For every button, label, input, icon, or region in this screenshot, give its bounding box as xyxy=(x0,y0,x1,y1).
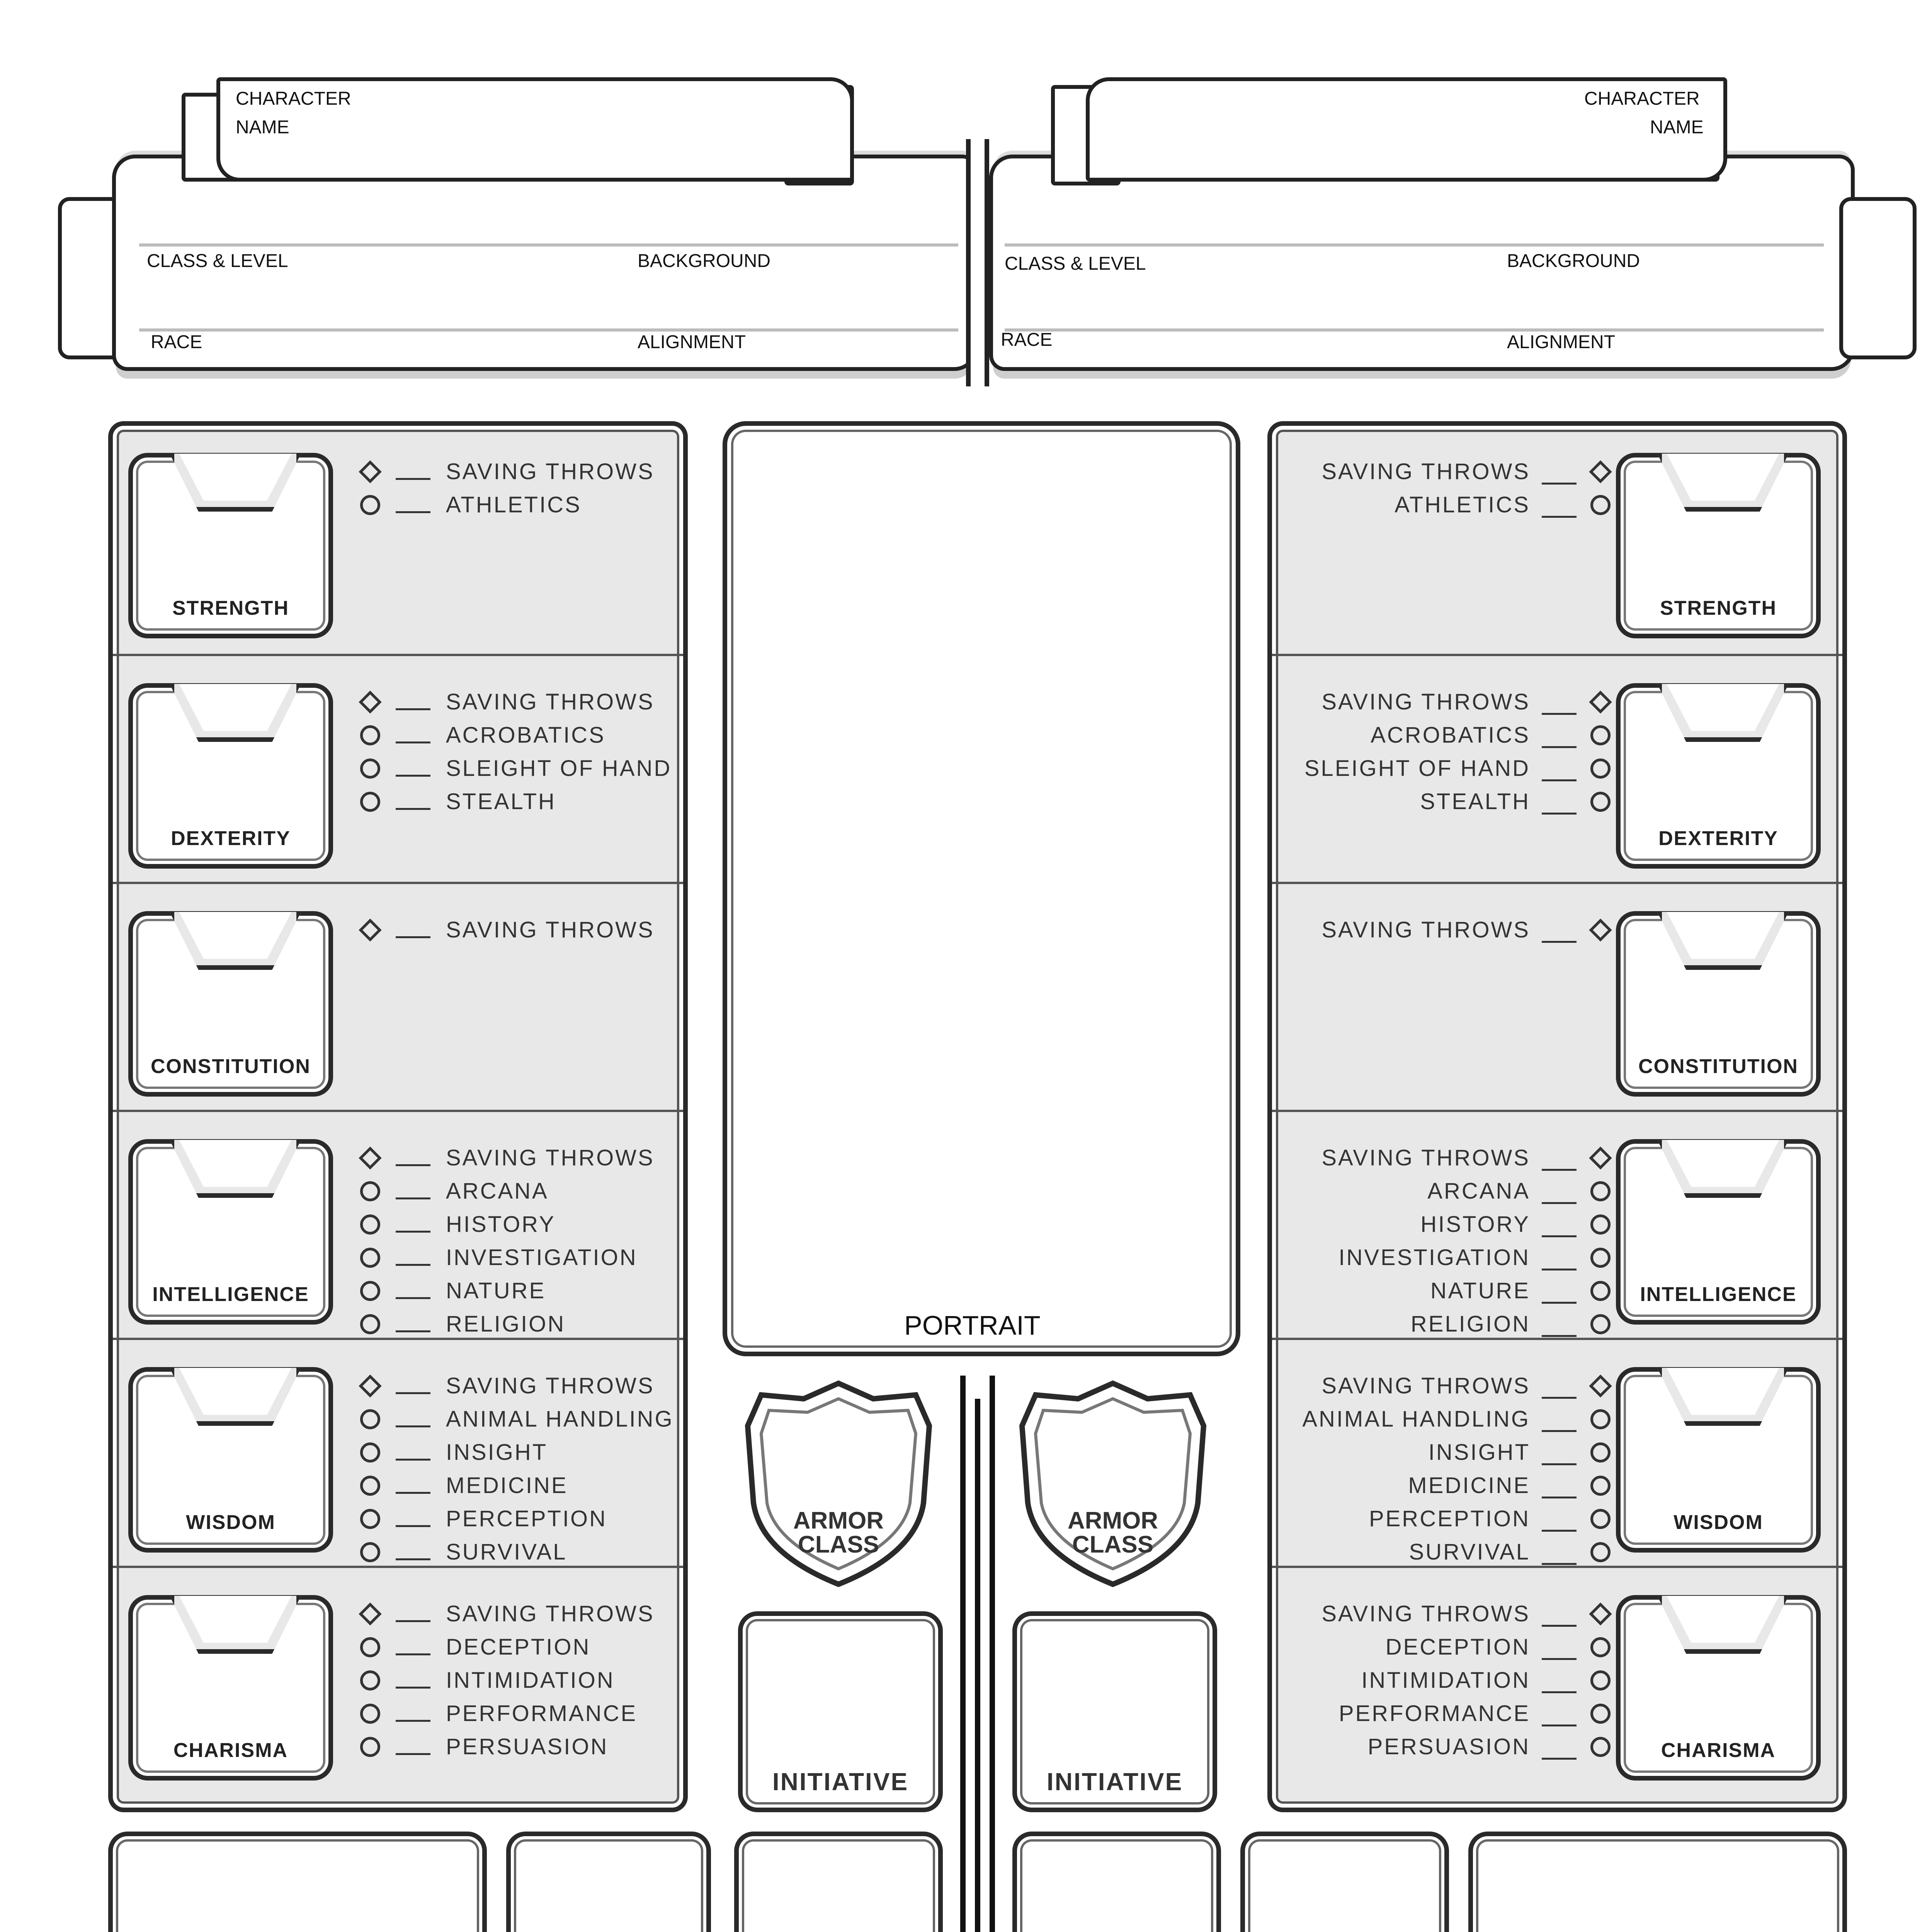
modifier-notch-inner xyxy=(1662,454,1784,507)
modifier-blank[interactable] xyxy=(396,1297,430,1299)
field-line xyxy=(1005,243,1824,247)
armor-class-label-left: ARMOR CLASS xyxy=(793,1507,884,1558)
skill-label: SAVING THROWS xyxy=(1321,917,1530,942)
saving-throw-diamond-icon[interactable] xyxy=(1589,918,1612,941)
modifier-blank[interactable] xyxy=(1542,1463,1577,1465)
modifier-notch-inner xyxy=(1662,1140,1784,1193)
skill-label: INVESTIGATION xyxy=(446,1245,638,1270)
proficiency-circle-icon[interactable] xyxy=(1590,725,1611,745)
initiative-label: INITIATIVE xyxy=(1046,1768,1183,1796)
ability-row-intelligence xyxy=(1272,1110,1842,1338)
proficiency-circle-icon[interactable] xyxy=(1590,495,1611,515)
proficiency-circle-icon[interactable] xyxy=(360,1181,380,1201)
character-name-label: CHARACTER xyxy=(236,88,351,109)
skill-label: ANIMAL HANDLING xyxy=(446,1406,674,1432)
skill-charisma-3[interactable] xyxy=(1339,1701,1611,1726)
skill-charisma-2[interactable] xyxy=(360,1667,615,1693)
skill-intelligence-2[interactable] xyxy=(360,1211,556,1237)
modifier-blank[interactable] xyxy=(396,1525,430,1527)
skill-intelligence-3[interactable] xyxy=(360,1245,638,1270)
skill-label: ATHLETICS xyxy=(446,492,582,517)
skill-label: SAVING THROWS xyxy=(1321,689,1530,714)
skill-label: SLEIGHT OF HAND xyxy=(1304,756,1530,781)
armor-class-shield-right[interactable] xyxy=(1009,1376,1217,1592)
skill-dexterity-3[interactable] xyxy=(1420,789,1611,815)
proficiency-circle-icon[interactable] xyxy=(360,1248,380,1268)
proficiency-circle-icon[interactable] xyxy=(360,1476,380,1496)
skill-label: INSIGHT xyxy=(446,1440,548,1465)
skill-label: SURVIVAL xyxy=(1409,1539,1530,1565)
proficiency-circle-icon[interactable] xyxy=(360,1442,380,1463)
modifier-blank[interactable] xyxy=(396,1753,430,1755)
skill-wisdom-4[interactable] xyxy=(1369,1506,1611,1532)
proficiency-circle-icon[interactable] xyxy=(360,1281,380,1301)
proficiency-circle-icon[interactable] xyxy=(360,1409,380,1429)
field-line xyxy=(139,328,958,332)
proficiency-circle-icon[interactable] xyxy=(1590,1409,1611,1429)
modifier-blank[interactable] xyxy=(1542,1758,1577,1760)
modifier-blank[interactable] xyxy=(1542,941,1577,943)
dexterity-score-box[interactable] xyxy=(128,683,333,869)
proficiency-circle-icon[interactable] xyxy=(360,495,380,515)
skill-label: RELIGION xyxy=(446,1311,566,1337)
wisdom-label: WISDOM xyxy=(186,1511,276,1534)
skill-intelligence-4[interactable] xyxy=(1430,1278,1611,1304)
ability-row-wisdom xyxy=(113,1338,683,1566)
modifier-notch-inner xyxy=(174,454,296,507)
skill-label: PERSUASION xyxy=(1367,1734,1530,1759)
skill-label: ANIMAL HANDLING xyxy=(1302,1406,1530,1432)
skill-dexterity-2[interactable] xyxy=(360,755,672,781)
proficiency-circle-icon[interactable] xyxy=(1590,1542,1611,1562)
skill-label: PERCEPTION xyxy=(446,1506,607,1531)
skill-charisma-1[interactable] xyxy=(360,1634,590,1660)
proficiency-circle-icon[interactable] xyxy=(1590,1314,1611,1334)
skill-label: INSIGHT xyxy=(1428,1440,1530,1465)
modifier-notch-inner xyxy=(174,912,296,965)
banner-end-right xyxy=(1839,197,1917,359)
modifier-blank[interactable] xyxy=(396,1197,430,1199)
skill-wisdom-2[interactable] xyxy=(1429,1439,1611,1465)
skill-label: SAVING THROWS xyxy=(446,1601,655,1626)
charisma-label: CHARISMA xyxy=(1661,1739,1776,1762)
skill-label: PERCEPTION xyxy=(1369,1506,1530,1531)
saving-throw-diamond-icon[interactable] xyxy=(359,1374,381,1397)
constitution-score-box[interactable] xyxy=(1616,911,1821,1097)
proficiency-circle-icon[interactable] xyxy=(360,1509,380,1529)
background-label: BACKGROUND xyxy=(1507,251,1640,271)
intelligence-label: INTELLIGENCE xyxy=(152,1283,309,1306)
field-line xyxy=(139,243,958,247)
header-spine xyxy=(966,139,989,386)
skill-label: DECEPTION xyxy=(1385,1634,1530,1660)
proficiency-circle-icon[interactable] xyxy=(360,1637,380,1657)
intelligence-label: INTELLIGENCE xyxy=(1640,1283,1797,1306)
skill-strength-0[interactable] xyxy=(1321,459,1611,485)
intelligence-score-box[interactable] xyxy=(1616,1139,1821,1325)
constitution-label: CONSTITUTION xyxy=(1638,1055,1798,1078)
ability-row-dexterity xyxy=(113,654,683,882)
dexterity-score-box[interactable] xyxy=(1616,683,1821,869)
skill-label: RELIGION xyxy=(1410,1311,1530,1337)
skill-label: INTIMIDATION xyxy=(446,1668,615,1693)
wisdom-score-box[interactable] xyxy=(1616,1367,1821,1553)
proficiency-circle-icon[interactable] xyxy=(360,725,380,745)
modifier-blank[interactable] xyxy=(1542,1430,1577,1432)
modifier-blank[interactable] xyxy=(1542,1335,1577,1337)
modifier-blank[interactable] xyxy=(396,511,430,513)
modifier-notch[interactable] xyxy=(170,454,301,512)
skill-charisma-2[interactable] xyxy=(1361,1667,1611,1693)
modifier-blank[interactable] xyxy=(1542,1625,1577,1627)
modifier-blank[interactable] xyxy=(1542,1691,1577,1693)
initiative-box-left[interactable] xyxy=(738,1611,943,1812)
saving-throw-diamond-icon[interactable] xyxy=(1589,1602,1612,1625)
modifier-blank[interactable] xyxy=(396,936,430,938)
skill-label: HISTORY xyxy=(1420,1212,1530,1237)
skill-label: SLEIGHT OF HAND xyxy=(446,756,672,781)
skill-wisdom-1[interactable] xyxy=(360,1406,674,1432)
skill-intelligence-0[interactable] xyxy=(360,1145,655,1171)
modifier-blank[interactable] xyxy=(396,742,430,743)
skill-intelligence-2[interactable] xyxy=(1420,1211,1611,1237)
skill-wisdom-5[interactable] xyxy=(1409,1539,1611,1565)
character-name-label-2: NAME xyxy=(1650,117,1704,138)
modifier-blank[interactable] xyxy=(1542,1235,1577,1237)
modifier-blank[interactable] xyxy=(396,808,430,810)
ability-row-strength xyxy=(1272,426,1842,654)
initiative-label: INITIATIVE xyxy=(772,1768,909,1796)
skill-strength-1[interactable] xyxy=(1395,492,1611,518)
skill-label: SAVING THROWS xyxy=(446,1145,655,1170)
skill-label: PERSUASION xyxy=(446,1734,609,1759)
ability-panel-left xyxy=(108,421,688,1812)
constitution-label: CONSTITUTION xyxy=(151,1055,311,1078)
skill-label: SAVING THROWS xyxy=(1321,459,1530,484)
proficiency-circle-icon[interactable] xyxy=(1590,1281,1611,1301)
constitution-score-box[interactable] xyxy=(128,911,333,1097)
ability-row-charisma xyxy=(1272,1566,1842,1794)
modifier-blank[interactable] xyxy=(1542,746,1577,748)
strength-label: STRENGTH xyxy=(172,597,289,619)
skill-dexterity-1[interactable] xyxy=(1371,722,1611,748)
background-label: BACKGROUND xyxy=(638,251,771,271)
skill-label: ARCANA xyxy=(446,1179,549,1204)
modifier-blank[interactable] xyxy=(396,708,430,710)
modifier-blank[interactable] xyxy=(396,1330,430,1332)
modifier-notch[interactable] xyxy=(170,684,301,742)
proficiency-circle-icon[interactable] xyxy=(1590,1704,1611,1724)
modifier-blank[interactable] xyxy=(1542,1169,1577,1171)
ability-row-wisdom xyxy=(1272,1338,1842,1566)
skill-intelligence-0[interactable] xyxy=(1321,1145,1611,1171)
skill-charisma-4[interactable] xyxy=(1368,1734,1611,1760)
skill-charisma-3[interactable] xyxy=(360,1701,637,1726)
armor-class-shield-left[interactable] xyxy=(734,1376,943,1592)
modifier-blank[interactable] xyxy=(1542,1563,1577,1565)
modifier-blank[interactable] xyxy=(1542,1269,1577,1270)
charisma-score-box[interactable] xyxy=(128,1595,333,1781)
charisma-label: CHARISMA xyxy=(173,1739,288,1762)
modifier-blank[interactable] xyxy=(396,1264,430,1266)
modifier-blank[interactable] xyxy=(396,1231,430,1233)
strength-label: STRENGTH xyxy=(1660,597,1777,619)
saving-throw-diamond-icon[interactable] xyxy=(359,460,381,483)
skill-label: PERFORMANCE xyxy=(446,1701,638,1726)
race-label: RACE xyxy=(151,332,202,352)
race-label: RACE xyxy=(1001,330,1053,350)
modifier-notch-inner xyxy=(1662,684,1784,737)
modifier-notch-inner xyxy=(174,684,296,737)
skill-label: STEALTH xyxy=(1420,789,1530,814)
proficiency-circle-icon[interactable] xyxy=(1590,1181,1611,1201)
proficiency-circle-icon[interactable] xyxy=(360,1737,380,1757)
current-hp-box-right[interactable] xyxy=(1468,1832,1847,1932)
proficiency-circle-icon[interactable] xyxy=(360,1214,380,1235)
ability-row-constitution xyxy=(113,882,683,1110)
skill-label: SAVING THROWS xyxy=(446,689,655,714)
skill-label: ATHLETICS xyxy=(1395,492,1530,517)
modifier-blank[interactable] xyxy=(396,1492,430,1494)
modifier-blank[interactable] xyxy=(396,1620,430,1622)
modifier-blank[interactable] xyxy=(1542,1397,1577,1399)
modifier-blank[interactable] xyxy=(396,1653,430,1655)
ability-row-strength xyxy=(113,426,683,654)
strength-score-box[interactable] xyxy=(128,453,333,638)
modifier-blank[interactable] xyxy=(396,775,430,777)
proficiency-circle-icon[interactable] xyxy=(1590,1737,1611,1757)
dexterity-label: DEXTERITY xyxy=(1658,827,1778,850)
skill-intelligence-1[interactable] xyxy=(360,1178,549,1204)
modifier-blank[interactable] xyxy=(1542,1302,1577,1304)
skill-label: NATURE xyxy=(1430,1278,1530,1303)
skill-wisdom-0[interactable] xyxy=(1321,1373,1611,1399)
proficiency-circle-icon[interactable] xyxy=(1590,1214,1611,1235)
saving-throw-diamond-icon[interactable] xyxy=(359,1146,381,1169)
saving-throw-diamond-icon[interactable] xyxy=(359,1602,381,1625)
skill-charisma-0[interactable] xyxy=(1321,1601,1611,1627)
portrait-frame[interactable] xyxy=(723,421,1240,1356)
ability-row-dexterity xyxy=(1272,654,1842,882)
skill-label: INTIMIDATION xyxy=(1361,1668,1530,1693)
saving-throw-diamond-icon[interactable] xyxy=(1589,690,1612,713)
skill-label: SAVING THROWS xyxy=(446,1373,655,1398)
skill-label: SAVING THROWS xyxy=(1321,1145,1530,1170)
modifier-blank[interactable] xyxy=(1542,713,1577,715)
skill-strength-1[interactable] xyxy=(360,492,582,518)
skill-intelligence-4[interactable] xyxy=(360,1278,546,1304)
skill-wisdom-5[interactable] xyxy=(360,1539,567,1565)
proficiency-circle-icon[interactable] xyxy=(1590,759,1611,779)
class-level-label: CLASS & LEVEL xyxy=(1005,253,1146,274)
skill-wisdom-3[interactable] xyxy=(1408,1473,1611,1498)
skill-strength-0[interactable] xyxy=(360,459,655,485)
modifier-notch[interactable] xyxy=(170,1596,301,1654)
modifier-notch[interactable] xyxy=(1657,1596,1789,1654)
skill-charisma-1[interactable] xyxy=(1386,1634,1611,1660)
proficiency-circle-icon[interactable] xyxy=(1590,1509,1611,1529)
skill-intelligence-3[interactable] xyxy=(1338,1245,1611,1270)
skill-label: PERFORMANCE xyxy=(1338,1701,1530,1726)
skill-label: SAVING THROWS xyxy=(1321,1373,1530,1398)
modifier-blank[interactable] xyxy=(396,1687,430,1689)
proficiency-circle-icon[interactable] xyxy=(360,1704,380,1724)
ability-row-constitution xyxy=(1272,882,1842,1110)
saving-throw-diamond-icon[interactable] xyxy=(359,690,381,713)
class-level-label: CLASS & LEVEL xyxy=(147,251,288,271)
skill-dexterity-0[interactable] xyxy=(360,689,655,715)
skill-constitution-0[interactable] xyxy=(1321,917,1611,943)
portrait-label: PORTRAIT xyxy=(904,1310,1041,1340)
proficiency-circle-icon[interactable] xyxy=(1590,792,1611,812)
wisdom-score-box[interactable] xyxy=(128,1367,333,1553)
skill-label: INVESTIGATION xyxy=(1338,1245,1530,1270)
skill-dexterity-1[interactable] xyxy=(360,722,605,748)
skill-label: SAVING THROWS xyxy=(1321,1601,1530,1626)
skill-constitution-0[interactable] xyxy=(360,917,655,943)
max-hp-box-left[interactable] xyxy=(506,1832,711,1932)
skill-label: MEDICINE xyxy=(1408,1473,1530,1498)
ability-panel-right xyxy=(1267,421,1847,1812)
modifier-blank[interactable] xyxy=(1542,1497,1577,1498)
modifier-notch[interactable] xyxy=(170,1140,301,1198)
modifier-notch-inner xyxy=(1662,1368,1784,1421)
proficiency-circle-icon[interactable] xyxy=(1590,1248,1611,1268)
skill-wisdom-2[interactable] xyxy=(360,1439,548,1465)
modifier-blank[interactable] xyxy=(396,1558,430,1560)
modifier-notch-inner xyxy=(1662,912,1784,965)
modifier-notch[interactable] xyxy=(170,1368,301,1426)
skill-intelligence-5[interactable] xyxy=(1411,1311,1611,1337)
modifier-blank[interactable] xyxy=(396,1459,430,1461)
proficiency-circle-icon[interactable] xyxy=(1590,1637,1611,1657)
modifier-blank[interactable] xyxy=(1542,1725,1577,1726)
modifier-blank[interactable] xyxy=(396,1720,430,1722)
skill-charisma-4[interactable] xyxy=(360,1734,608,1760)
skill-label: SAVING THROWS xyxy=(446,917,655,942)
ability-row-charisma xyxy=(113,1566,683,1794)
modifier-blank[interactable] xyxy=(1542,813,1577,815)
proficiency-circle-icon[interactable] xyxy=(360,1314,380,1334)
character-name-label: CHARACTER xyxy=(1584,88,1700,109)
saving-throw-diamond-icon[interactable] xyxy=(1589,460,1612,483)
skill-label: HISTORY xyxy=(446,1212,556,1237)
skill-dexterity-2[interactable] xyxy=(1304,755,1611,781)
modifier-blank[interactable] xyxy=(1542,1202,1577,1204)
saving-throw-diamond-icon[interactable] xyxy=(1589,1146,1612,1169)
saving-throw-diamond-icon[interactable] xyxy=(1589,1374,1612,1397)
proficiency-circle-icon[interactable] xyxy=(360,1670,380,1690)
skill-label: ACROBATICS xyxy=(1371,723,1530,748)
modifier-notch[interactable] xyxy=(1657,454,1789,512)
skill-wisdom-1[interactable] xyxy=(1302,1406,1611,1432)
speed-box-right[interactable] xyxy=(1012,1832,1221,1932)
skill-charisma-0[interactable] xyxy=(360,1601,655,1627)
strength-score-box[interactable] xyxy=(1616,453,1821,638)
modifier-blank[interactable] xyxy=(396,1425,430,1427)
modifier-blank[interactable] xyxy=(1542,779,1577,781)
modifier-blank[interactable] xyxy=(1542,1658,1577,1660)
proficiency-circle-icon[interactable] xyxy=(1590,1442,1611,1463)
dexterity-label: DEXTERITY xyxy=(171,827,291,850)
skill-label: ACROBATICS xyxy=(446,723,605,748)
modifier-notch[interactable] xyxy=(170,912,301,970)
modifier-notch[interactable] xyxy=(1657,912,1789,970)
skill-label: MEDICINE xyxy=(446,1473,568,1498)
skill-label: STEALTH xyxy=(446,789,556,814)
modifier-notch-inner xyxy=(174,1368,296,1421)
modifier-blank[interactable] xyxy=(396,1392,430,1394)
skill-dexterity-3[interactable] xyxy=(360,789,556,815)
wisdom-label: WISDOM xyxy=(1673,1511,1763,1534)
character-name-label-2: NAME xyxy=(236,117,289,138)
skill-label: ARCANA xyxy=(1427,1179,1530,1204)
proficiency-circle-icon[interactable] xyxy=(360,1542,380,1562)
armor-class-label-right: ARMOR CLASS xyxy=(1067,1507,1158,1558)
modifier-blank[interactable] xyxy=(1542,1530,1577,1532)
ability-row-intelligence xyxy=(113,1110,683,1338)
modifier-notch-inner xyxy=(174,1140,296,1193)
proficiency-circle-icon[interactable] xyxy=(360,792,380,812)
alignment-label: ALIGNMENT xyxy=(638,332,746,352)
skill-label: SURVIVAL xyxy=(446,1539,567,1565)
skill-label: NATURE xyxy=(446,1278,546,1303)
skill-intelligence-1[interactable] xyxy=(1427,1178,1611,1204)
modifier-notch-inner xyxy=(1662,1596,1784,1649)
skill-wisdom-3[interactable] xyxy=(360,1473,568,1498)
skill-wisdom-0[interactable] xyxy=(360,1373,655,1399)
charisma-score-box[interactable] xyxy=(1616,1595,1821,1781)
modifier-blank[interactable] xyxy=(396,1164,430,1166)
modifier-notch-inner xyxy=(174,1596,296,1649)
proficiency-circle-icon[interactable] xyxy=(1590,1670,1611,1690)
skill-label: DECEPTION xyxy=(446,1634,591,1660)
field-line xyxy=(1005,328,1824,332)
proficiency-circle-icon[interactable] xyxy=(360,759,380,779)
speed-box-left[interactable] xyxy=(734,1832,943,1932)
modifier-notch[interactable] xyxy=(1657,1140,1789,1198)
skill-wisdom-4[interactable] xyxy=(360,1506,607,1532)
modifier-blank[interactable] xyxy=(396,478,430,480)
alignment-label: ALIGNMENT xyxy=(1507,332,1616,352)
skill-dexterity-0[interactable] xyxy=(1321,689,1611,715)
proficiency-circle-icon[interactable] xyxy=(1590,1476,1611,1496)
center-divider xyxy=(960,1376,995,1932)
max-hp-box-right[interactable] xyxy=(1240,1832,1449,1932)
initiative-box-right[interactable] xyxy=(1012,1611,1217,1812)
modifier-blank[interactable] xyxy=(1542,483,1577,485)
skill-intelligence-5[interactable] xyxy=(360,1311,565,1337)
current-hp-box-left[interactable] xyxy=(108,1832,487,1932)
saving-throw-diamond-icon[interactable] xyxy=(359,918,381,941)
skill-label: SAVING THROWS xyxy=(446,459,655,484)
modifier-blank[interactable] xyxy=(1542,516,1577,518)
modifier-notch[interactable] xyxy=(1657,684,1789,742)
modifier-notch[interactable] xyxy=(1657,1368,1789,1426)
intelligence-score-box[interactable] xyxy=(128,1139,333,1325)
